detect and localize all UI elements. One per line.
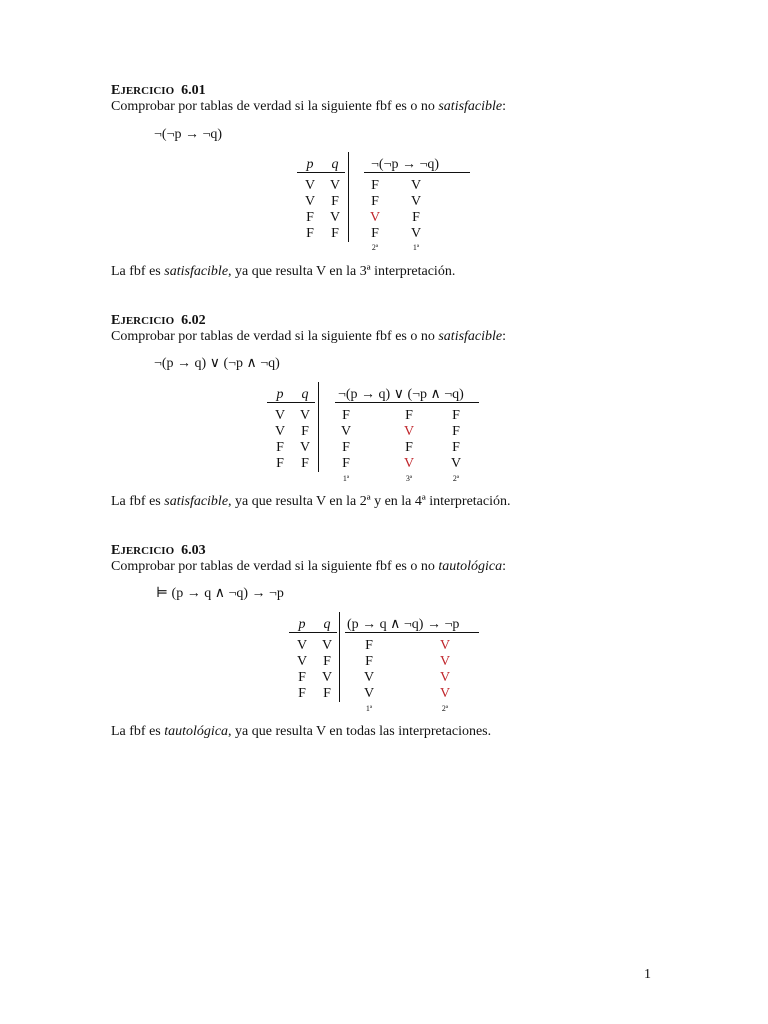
title-cap: E bbox=[111, 313, 121, 328]
exercise-number: 6.01 bbox=[181, 83, 206, 98]
conclusion-text: La fbf es bbox=[111, 264, 165, 279]
order-label: 2ª bbox=[452, 474, 460, 483]
table-divider bbox=[339, 612, 340, 702]
statement-term: satisfacible bbox=[438, 99, 503, 114]
table-cell: V bbox=[304, 194, 316, 209]
table-cell-highlight: V bbox=[439, 638, 451, 653]
table-cell: V bbox=[304, 178, 316, 193]
table-cell: V bbox=[363, 686, 375, 701]
table-cell: F bbox=[276, 440, 284, 455]
table-cell: V bbox=[299, 408, 311, 423]
table-divider bbox=[348, 152, 349, 242]
page-number: 1 bbox=[644, 967, 651, 982]
table-cell: F bbox=[342, 408, 350, 423]
table-cell: V bbox=[321, 638, 333, 653]
order-label: 2ª bbox=[441, 704, 449, 713]
table-cell: F bbox=[342, 456, 350, 471]
table-cell: F bbox=[331, 194, 339, 209]
table-cell: V bbox=[296, 638, 308, 653]
exercise-2-statement bbox=[111, 330, 506, 344]
table-cell: F bbox=[331, 226, 339, 241]
table-cell: F bbox=[306, 226, 314, 241]
header-underline-pq bbox=[297, 172, 345, 173]
title-rest: JERCICIO bbox=[120, 545, 175, 557]
table-cell: V bbox=[299, 440, 311, 455]
conclusion-rest: , ya que resulta V en todas las interpretaciones. bbox=[228, 724, 492, 739]
formula-header: ¬(p → q) ∨ (¬p ∧ ¬q) bbox=[338, 387, 464, 402]
header-underline-formula bbox=[335, 402, 479, 403]
table-cell: V bbox=[363, 670, 375, 685]
table-cell: V bbox=[274, 424, 286, 439]
statement-colon: : bbox=[502, 329, 507, 344]
exercise-3-formula: ⊨ (p → q ∧ ¬q) → ¬p bbox=[156, 586, 284, 601]
table-cell: F bbox=[405, 440, 413, 455]
conclusion-rest: , ya que resulta V en la 3ª interpretación. bbox=[228, 264, 456, 279]
header-underline-formula bbox=[345, 632, 479, 633]
exercise-3-statement bbox=[111, 560, 506, 574]
table-cell: F bbox=[452, 424, 460, 439]
table-cell: V bbox=[410, 226, 422, 241]
table-cell: F bbox=[323, 686, 331, 701]
conclusion-rest: , ya que resulta V en la 2ª y en la 4ª interpretación. bbox=[228, 494, 511, 509]
order-label: 3ª bbox=[405, 474, 413, 483]
table-cell: F bbox=[301, 424, 309, 439]
order-label: 2ª bbox=[371, 243, 379, 252]
table-cell: V bbox=[450, 456, 462, 471]
table-cell: F bbox=[301, 456, 309, 471]
order-label: 1ª bbox=[365, 704, 373, 713]
table-cell-highlight: V bbox=[403, 456, 415, 471]
table-cell: F bbox=[412, 210, 420, 225]
exercise-1-statement bbox=[111, 100, 506, 114]
conclusion-text: La fbf es bbox=[111, 494, 165, 509]
conclusion-term: satisfacible bbox=[164, 264, 229, 279]
table-cell: F bbox=[405, 408, 413, 423]
statement-text: Comprobar por tablas de verdad si la siguiente fbf es o no bbox=[111, 99, 439, 114]
table-cell: F bbox=[365, 638, 373, 653]
title-rest: JERCICIO bbox=[120, 85, 175, 97]
table-cell: F bbox=[371, 178, 379, 193]
exercise-3-title bbox=[111, 544, 206, 558]
formula-header: ¬(¬p → ¬q) bbox=[371, 157, 440, 172]
exercise-2-formula: ¬(p → q) ∨ (¬p ∧ ¬q) bbox=[154, 356, 280, 371]
conclusion-term: tautológica bbox=[164, 724, 229, 739]
order-label: 1ª bbox=[412, 243, 420, 252]
header-underline-formula bbox=[364, 172, 470, 173]
table-cell-highlight: V bbox=[439, 686, 451, 701]
statement-colon: : bbox=[502, 559, 507, 574]
statement-text: Comprobar por tablas de verdad si la siguiente fbf es o no bbox=[111, 559, 439, 574]
header-p: p bbox=[306, 157, 314, 172]
title-cap: E bbox=[111, 543, 121, 558]
exercise-number: 6.02 bbox=[181, 313, 206, 328]
statement-term: satisfacible bbox=[438, 329, 503, 344]
header-p: p bbox=[276, 387, 284, 402]
statement-text: Comprobar por tablas de verdad si la siguiente fbf es o no bbox=[111, 329, 439, 344]
exercise-2-conclusion bbox=[111, 495, 511, 509]
title-cap: E bbox=[111, 83, 121, 98]
header-p: p bbox=[298, 617, 306, 632]
formula-header: (p → q ∧ ¬q) → ¬p bbox=[347, 617, 460, 632]
table-cell: F bbox=[371, 194, 379, 209]
table-divider bbox=[318, 382, 319, 472]
table-cell: V bbox=[410, 194, 422, 209]
table-cell: F bbox=[452, 408, 460, 423]
header-q: q bbox=[301, 387, 309, 402]
table-cell: V bbox=[296, 654, 308, 669]
table-cell: F bbox=[298, 686, 306, 701]
table-cell-highlight: V bbox=[403, 424, 415, 439]
table-cell: F bbox=[365, 654, 373, 669]
header-q: q bbox=[323, 617, 331, 632]
table-cell: F bbox=[371, 226, 379, 241]
table-cell: V bbox=[321, 670, 333, 685]
table-cell-highlight: V bbox=[439, 654, 451, 669]
table-cell-highlight: V bbox=[439, 670, 451, 685]
table-cell-highlight: V bbox=[369, 210, 381, 225]
table-cell: V bbox=[274, 408, 286, 423]
exercise-3-conclusion bbox=[111, 725, 491, 739]
table-cell: F bbox=[323, 654, 331, 669]
statement-term: tautológica bbox=[438, 559, 503, 574]
table-cell: F bbox=[276, 456, 284, 471]
header-underline-pq bbox=[267, 402, 315, 403]
table-cell: V bbox=[410, 178, 422, 193]
table-cell: V bbox=[329, 210, 341, 225]
statement-colon: : bbox=[502, 99, 507, 114]
exercise-1-conclusion bbox=[111, 265, 455, 279]
header-q: q bbox=[331, 157, 339, 172]
conclusion-text: La fbf es bbox=[111, 724, 165, 739]
header-underline-pq bbox=[289, 632, 337, 633]
exercise-2-title bbox=[111, 314, 206, 328]
table-cell: F bbox=[306, 210, 314, 225]
order-label: 1ª bbox=[342, 474, 350, 483]
table-cell: V bbox=[329, 178, 341, 193]
exercise-1-title bbox=[111, 84, 206, 98]
table-cell: F bbox=[298, 670, 306, 685]
exercise-number: 6.03 bbox=[181, 543, 206, 558]
exercise-1-formula: ¬(¬p → ¬q) bbox=[154, 127, 223, 142]
title-rest: JERCICIO bbox=[120, 315, 175, 327]
table-cell: F bbox=[342, 440, 350, 455]
conclusion-term: satisfacible bbox=[164, 494, 229, 509]
table-cell: V bbox=[340, 424, 352, 439]
table-cell: F bbox=[452, 440, 460, 455]
